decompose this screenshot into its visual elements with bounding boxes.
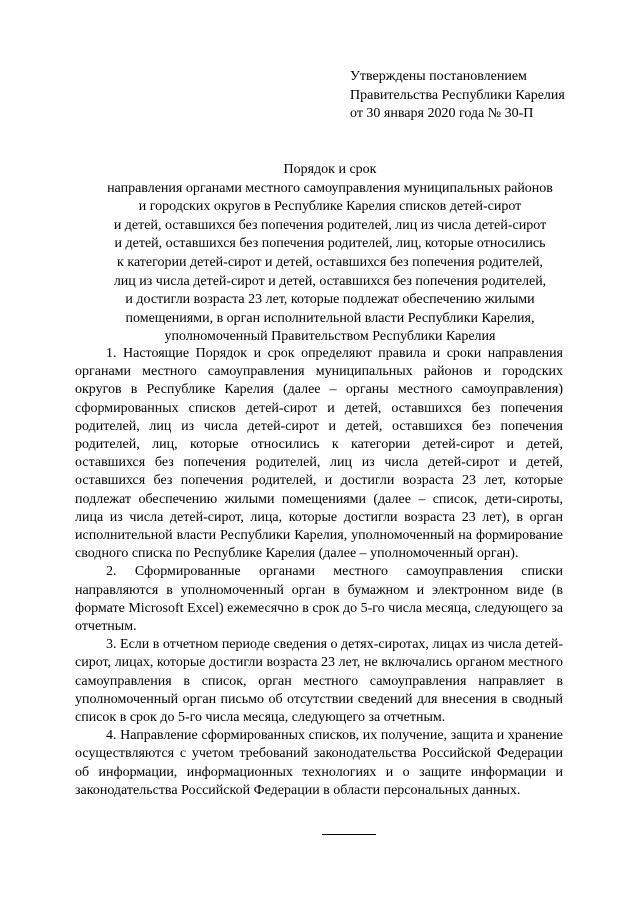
document-body [75,345,563,800]
title-line: направления органами местного самоуправления муниципальных районов [107,180,553,196]
paragraph-3: 3. Если в отчетном периоде сведения о детях-сиротах, лицах из числа детей-сирот, лицах, которые достигли возраста 23 лет, не включались органом местного самоуправления в список, орган местного самоуправления направляет в уполномоченный орган письмо об отсутствии сведений для внесения в сводный список в срок до 5-го числа месяца, следующего за отчетным. [75,637,563,726]
title-line: лиц из числа детей-сирот и детей, оставшихся без попечения родителей, [113,273,547,289]
title-line: и детей, оставшихся без попечения родителей, лиц из числа детей-сирот [113,217,547,233]
paragraph-2: 2. Сформированные органами местного самоуправления списки направляются в уполномоченный орган в бумажном и электронном виде (в формате Microsoft Excel) ежемесячно в срок до 5-го числа месяца, следующего за отчетным. [75,564,563,635]
separator-text [322,819,378,835]
title-line: помещениями, в орган исполнительной власти Республики Карелия, [125,310,535,326]
title-line: и городских округов в Республике Карелия списков детей-сирот [138,199,522,215]
title-line: и детей, оставшихся без попечения родителей, лиц, которые относились [114,236,546,252]
closing-separator-line [322,834,376,835]
title-line: уполномоченный Правительством Республики Карелия [164,329,496,345]
title-line: к категории детей-сирот и детей, оставшихся без попечения родителей, [117,254,543,270]
approval-line-3: от 30 января 2020 года № 30-П [350,106,534,121]
approval-line-1: Утверждены постановлением [350,69,527,84]
title-line: и достигли возраста 23 лет, которые подлежат обеспечению жилыми [125,292,535,308]
paragraph-1: 1. Настоящие Порядок и срок определяют правила и сроки направления органами местного самоуправления муниципальных районов и городских округов в Республике Карелия (далее – органы местного самоуправления) сформированных списков детей-сирот и детей, оставшихся без попечения родителей, лиц из числа детей-сирот и детей, оставшихся без попечения родителей, лиц, которые относились к категории детей-сирот и детей, оставшихся без попечения родителей, лиц из числа детей-сирот и детей, оставшихся без попечения родителей, и достигли возраста 23 лет, которые подлежат обеспечению жилыми помещениями (далее – список, дети-сироты, лица из числа детей-сирот, лица, которые достигли возраста 23 лет), в орган исполнительной власти Республики Карелия, уполномоченный на формирование сводного списка по Республике Карелия (далее – уполномоченный орган). [75,346,563,562]
document-title [60,161,600,347]
approval-line-2: Правительства Республики Карелия [350,87,565,103]
paragraph-4: 4. Направление сформированных списков, их получение, защита и хранение осуществляются с учетом требований законодательства Российской Федерации об информации, информационных технологиях и о защите информации и законодательства Российской Федерации в области персональных данных. [75,728,563,798]
title-line: Порядок и срок [283,162,377,177]
approval-stamp [350,68,565,124]
